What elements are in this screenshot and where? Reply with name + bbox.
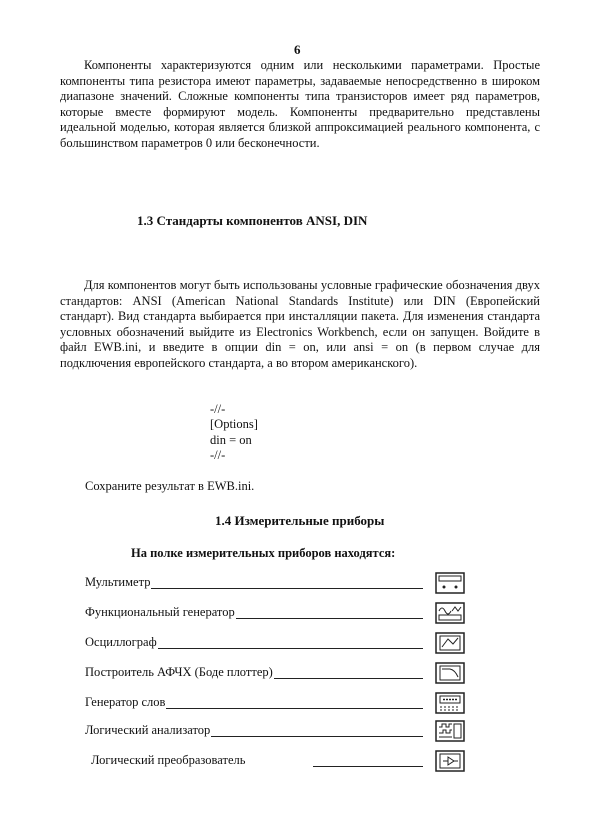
logic-analyzer-icon [435,720,465,742]
instrument-row-logic-converter [85,748,465,772]
instrument-label: Мультиметр [85,575,151,589]
save-instruction: Сохраните результат в EWB.ini. [85,479,255,493]
section-1-3-heading: 1.3 Стандарты компонентов ANSI, DIN [137,213,368,228]
instrument-row-function-generator [85,600,465,624]
bode-plotter-icon [435,662,465,684]
instrument-label: Логический анализатор [85,723,211,737]
instrument-label: Функциональный генератор [85,605,235,619]
instrument-row-logic-analyzer [85,718,465,742]
code-line: -//- [210,448,226,463]
instrument-label: Логический преобразователь [91,753,246,767]
instruments-intro: На полке измерительных приборов находятся: [131,546,396,560]
instrument-row-oscilloscope [85,630,465,654]
multimeter-icon [435,572,465,594]
word-generator-icon [435,692,465,714]
standards-paragraph: Для компонентов могут быть использованы условные графические обозначения двух стандартов: ANSI (American National Standards Institute) или DIN (Европейский стандарт). Вид стандарта выбирается при инсталляции пакета. Для изменения стандарта условных обозначений выйдите из Electronics Workbench, если он запущен. Войдите в файл EWB.ini, и введите в опции din = on, или ansi = on (в первом случае для подключения европейского стандарта, а во втором американского). [60,278,540,370]
instrument-label: Осциллограф [85,635,157,649]
instrument-label: Генератор слов [85,695,166,709]
instrument-label: Построитель АФЧХ (Боде плоттер) [85,665,273,679]
instrument-row-word-generator [85,690,465,714]
instrument-row-bode-plotter [85,660,465,684]
code-line: -//- [210,402,226,416]
oscilloscope-icon [435,632,465,654]
instrument-row-multimeter [85,570,465,594]
ini-code-block [210,402,258,464]
section-1-4-heading: 1.4 Измерительные приборы [215,513,385,528]
fill-line [313,766,423,767]
page-number: 6 [294,42,301,57]
function-generator-icon [435,602,465,624]
code-line: din = on [210,432,252,447]
logic-converter-icon [435,750,465,772]
code-line: [Options] [210,417,258,432]
intro-paragraph: Компоненты характеризуются одним или несколькими параметрами. Простые компоненты типа резистора имеют параметры, задаваемые непосредственно в широком диапазоне значений. Сложные компоненты типа транзисторов имеет ряд параметров, которые вместе формируют модель. Компоненты предварительно представлены идеальной моделью, которая является близкой аппроксимацией реального компонента, с большинством параметров 0 или бесконечности. [60,58,540,150]
